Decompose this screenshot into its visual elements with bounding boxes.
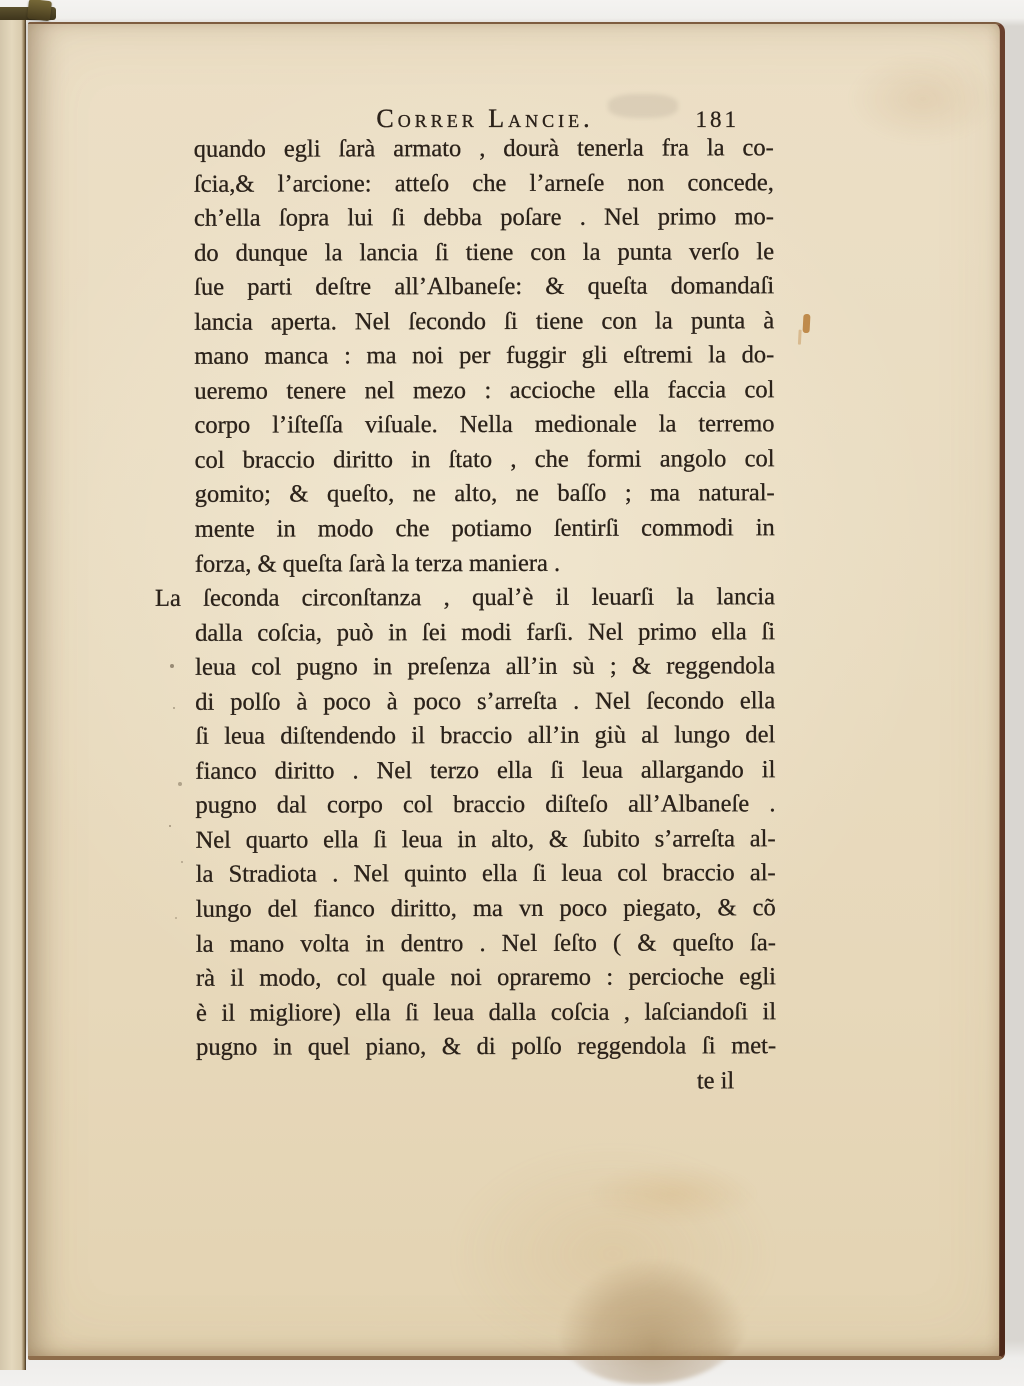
stain bbox=[448, 1144, 778, 1364]
book-page bbox=[28, 22, 1005, 1360]
text-line: mente in modo che potiamo ſentirſi commodi in bbox=[194, 514, 775, 543]
text-block bbox=[154, 131, 777, 1100]
text-line: rà il modo, col quale noi opraremo : percioche egli bbox=[195, 963, 776, 992]
text-line: dalla coſcia, può in ſei modi farſi. Nel primo ella ſi bbox=[195, 617, 776, 647]
text-line: pugno in quel piano, & di polſo reggendola ſi met- bbox=[196, 1032, 777, 1061]
text-line: la mano volta in dentro . Nel ſeſto ( & queſto ſa- bbox=[195, 928, 776, 958]
text-line: leua col pugno in preſenza all’in sù ; & reggendola bbox=[195, 652, 776, 681]
text-line-paragraph-start: La ſeconda circonſtanza , qual’è il leuarſi la lancia bbox=[154, 583, 775, 612]
text-line: ueremo tenere nel mezo : accioche ella faccia col bbox=[194, 376, 775, 405]
text-line: fianco diritto . Nel terzo ella ſi leua allargando il bbox=[195, 756, 776, 785]
text-line: ſcia,& l’arcione: atteſo che l’arneſe non concede, bbox=[193, 168, 774, 198]
text-line: lancia aperta. Nel ſecondo ſi tiene con la punta à bbox=[194, 306, 775, 336]
text-line: col braccio diritto in ſtato , che formi angolo col bbox=[194, 445, 775, 474]
text-line: quando egli ſarà armato , dourà tenerla fra la co- bbox=[193, 134, 774, 163]
text-line: mano manca : ma noi per fuggir gli eſtremi la do- bbox=[194, 341, 775, 371]
text-line: corpo l’iſteſſa viſuale. Nella medionale la terremo bbox=[194, 410, 775, 440]
catchword: te il bbox=[696, 1067, 735, 1095]
text-line: do dunque la lancia ſi tiene con la punta verſo le bbox=[194, 237, 775, 267]
running-title: Correr Lancie. bbox=[376, 104, 594, 133]
text-line: pugno dal corpo col braccio diſteſo all’Albaneſe . bbox=[195, 790, 776, 820]
stain bbox=[803, 314, 811, 333]
text-line: ch’ella ſopra lui ſi debba poſare . Nel primo mo- bbox=[193, 203, 774, 232]
stain bbox=[588, 1164, 758, 1224]
text-line: ſi leua diſtendendo il braccio all’in giù al lungo del bbox=[195, 721, 776, 751]
text-line: la Stradiota . Nel quinto ella ſi leua col braccio al- bbox=[195, 859, 776, 889]
stain bbox=[558, 1259, 748, 1384]
page-number: 181 bbox=[695, 107, 739, 132]
stain bbox=[848, 54, 998, 144]
underlying-pages-strip bbox=[0, 18, 26, 1370]
text-line: di polſo à poco à poco s’arreſta . Nel ſecondo ella bbox=[195, 686, 776, 716]
text-line: Nel quarto ella ſi leua in alto, & ſubito s’arreſta al- bbox=[195, 825, 776, 854]
ink-specks bbox=[170, 664, 174, 668]
binding-board-knob bbox=[27, 0, 52, 21]
text-line: forza, & queſta ſarà la terza maniera . bbox=[194, 549, 561, 578]
text-line: è il migliore) ella ſi leua dalla coſcia , laſciandoſi il bbox=[196, 997, 777, 1027]
text-line: gomito; & queſto, ne alto, ne baſſo ; ma natural- bbox=[194, 479, 775, 509]
page-edge-shading bbox=[999, 24, 1005, 1356]
text-line: ſue parti deſtre all’Albaneſe: & queſta domandaſi bbox=[194, 272, 775, 301]
text-line: lungo del fianco diritto, ma vn poco piegato, & cõ bbox=[195, 894, 776, 923]
